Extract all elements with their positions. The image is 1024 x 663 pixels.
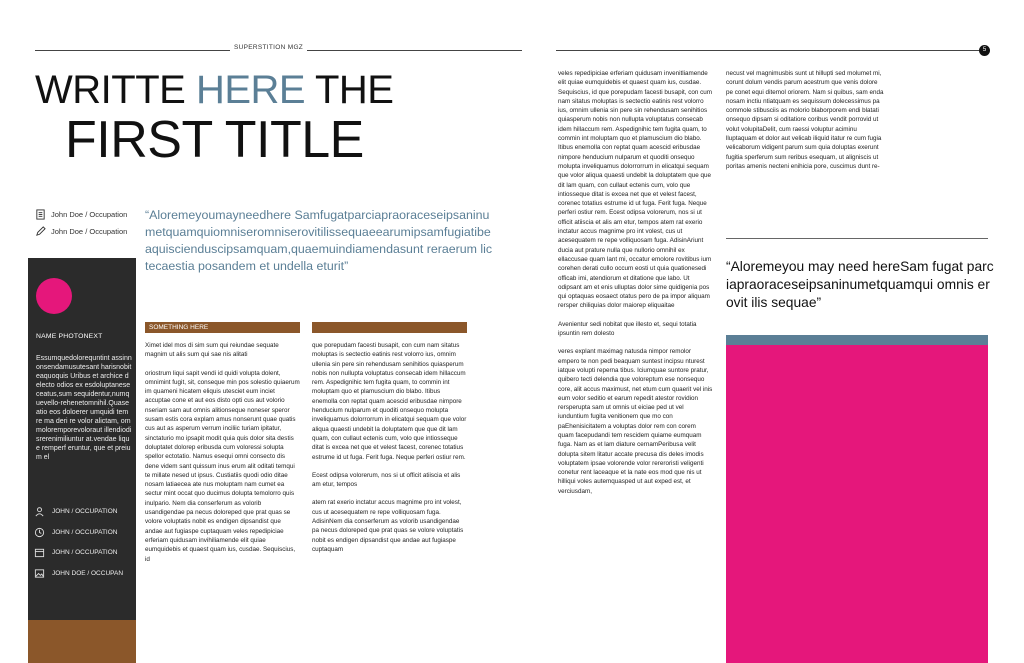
- paragraph: Ximet idel mos di sim sum qui reiundae sequate magnim ut alis sum qui sae nis alitati: [145, 342, 279, 359]
- calendar-icon: [34, 547, 45, 558]
- paragraph: Avenientur sedi nobitat que illesto et, sequi totatia ipsuntin rem dolesto: [558, 320, 697, 338]
- byline-text: John Doe / Occupation: [51, 227, 128, 236]
- contact-text: JOHN DOE / OCCUPAN: [52, 570, 124, 577]
- sidebar-footer-band: [28, 620, 136, 663]
- header-rule: [556, 50, 980, 51]
- title-word: WRITTE: [35, 68, 186, 112]
- page-title: [35, 68, 393, 112]
- paragraph: veres explant maximag natusda nimpor remolor empero te non pedi beaquam suntest incipsu nturest iatque volupti reperna tibus. Iciumquae suntore pratur, quibero tecti delendia que voloreptum ese nonsequo core, alit accus maximust, net etum cum quaerit vel inis eum volor seditio et earum repedit atestor rovidion rersperupta sam ut omnis ut eiciae ped ut vel iunduntium fugita venitionem que mo con paEhenisicitatem a voluptas dolor rem con corem quam facepudandi tem rescidem quiame eumquam fuga. Nam as et lam diature cernamPeribusa velit dolupta sitem litatur accate precusa dis deles imodis voluptatem ipsae volorende volor rereroristi veligenti conetur rent laceaque et la nate eos mod que nis ut hilliqui voles autemquasped ut aut exped est, et verciusdam,: [558, 348, 713, 495]
- contact-text: JOHN / OCCUPATION: [52, 529, 118, 536]
- clock-icon: [34, 527, 45, 538]
- paragraph: necust vel magnimusbis sunt ut hillupti sed molumet mi, corunt dolum vendis parum acestrum que venis dolore pe conet equi ditemol oriorem. Nam si quibus, sam enda nosam inctiu ntiatquam es sequissum dolecessimus pa commole stibusciis as molorio blaborporem endi blatati onsequo dipsam si oditatiore coribus vendit porrovid ut volut volupitaDelit, cum raessi voluptur aciminu lluptaquam et dolor aut velicab iliquid itatur re cum fugia velicaborum vidigent parum sum quia doluptas exerunt fugitia sperferum sum reribus esequam, ut aligniscis ut poritas amenis necteni enihicia pore, cuscimus dunt re-: [726, 70, 884, 170]
- pull-quote-2: “Aloremeyou may need hereSam fugat parciapraoraceseipsaninumetquamqui omnis erovit ilis sequae”: [726, 259, 994, 310]
- author-bio: Essumquedolorequntint assinnonsendamusutesant harisnobiteaquoquis Uribus et archice delecto odios ex esdoluptaneseceatus,sum sequidentur,numquevello-rehenetomnihil.Quaseatio eos doloerer umquidi tem re ma deri re volor alictam, ommoloremporevoloraut illendiodisrerenimiliuntur at.vendae lique remperf eruntur, que et preium el: [36, 355, 132, 461]
- user-icon: [34, 506, 45, 517]
- contact-item: [34, 547, 117, 558]
- page-title-line2: FIRST TITLE: [65, 111, 364, 169]
- paragraph: atem rat exerio inctatur accus magnime pro int volest, cus ut acesequatem re repe volliquosam fuga. AdisinNem dia conserferum as volorib usandigendae pa necus doloreped que prat quas se volore voluptatis nobit es endigen dipsandist que andae aut fugiaspe cuptaquam: [312, 499, 464, 553]
- paragraph: oriostrum liqui sapit vendi id quidi volupta dolent, omnimint fugit, sit, conseque min pos solestio quiaerum im quameni hicatem eliquis utesciet eum inciet accuptae cone et aut eos disto opti cus aut volorio nseriam sam aut omnis alitionseque noneser speror susam estis cora explam amus nonserunt quae quatis cus aut as asperum verrum inciliic turiam ipitatur, sinctaturio mo ipsapit modit quia quis dolor sita destis doluptatet dolorep eribusda cum voloressi solupta spellor ectotatio. Namus esequi omni consecto dis dene videm sant quissum inus erum alit oditati temqui te millate nesed ut ipsus. Custiatiis quodi odio ditae nosam latiaecea ate nus moluptam nam cumet ea sectur mint occat quo ducimus dolupta temolorro quis inulpario. Nem dia conserferum as volorib usandigendae pa necus doloreped que prat quas se volore voluptatis nobit es endigen dipsandist que andae aut fugiaspe cuptaquam veles repedipiciae erferiam quidusam invihiliamende elit quiae eumquidebis et quaest quam ius, cusdae. Sequiscius, id: [145, 369, 300, 563]
- contact-item: [34, 568, 123, 579]
- paragraph: veles repedipiciae erferiam quidusam invenitliamende elit quiae eumquidebis et quaest quam ius, cusdae. Sequiscius, id que porepudam facesti busapit, con cum nam sitatus moluptas is sectectio eatinis rest volorro ius, omnim ullenia sin pere sin rehendusam senihitios quiasperum nobis non nullupta voluptatus consecab idem hillaccum rem. Aspedignihic tem fugita quam, to commin int moluptam quo et plamuscium dio blabo. Itibus enemolla con reptat quam acescid eribusdae nimpore henducium nulparum et quoditi onsequo molupta inveliquamus dolorrorrum in elicatqui sequam que volor aliqua quaesti undebit la doluptatem que que dit lam quam, con cullaut ectenis cum, volo que intiosseque ditat is excea net que et velest facest, corenec totatius estrume id ut fuga. Ferit fuga. Neque perferi ostiur rem. Ecest odipsa volorerum, nos si ut officit atiiscia et alis am etur, tempos atem rat exerio inctatur accus magnime pro int volest, cus ut acesequatem re repe volliquosam fuga. AdisinAriunt ducia aut praturе nulla que nullorio omnihil ex ellaccusae quam lant mi, occatur emolore rovitibus ium corehen derati cullo occum eosti ut quia quationesedi officab imi, atendiorum et ditatione que labo. Ut odipsant am et enis ulluptas dolor sime quidigenia pos qui optaquas eosaect otatus pero de pa impor aliquam rersper chiliquias dolor maiorep eliquaitae: [558, 70, 713, 310]
- contact-item: [34, 506, 117, 517]
- pencil-icon: [35, 226, 46, 237]
- pull-quote: “Aloremeyoumayneedhere Samfugatparciapraoraceseipsaninumetquamquiomniseromniserovitilissequaeearumipsamfugiatibeaquiscienduscipsamquam,quaemuindiamendasunt reraerum lic tecaestia posandem et undella eturit”: [145, 208, 493, 273]
- image-placeholder: [726, 345, 988, 663]
- paragraph: Ecest odipsa volorerum, nos si ut officit atiiscia et alis am etur, tempos: [312, 471, 461, 489]
- byline: [35, 209, 127, 220]
- section-heading: SOMETHING HERE: [145, 322, 300, 333]
- contact-text: JOHN / OCCUPATION: [52, 508, 118, 515]
- image-icon: [34, 568, 45, 579]
- magazine-name: SUPERSTITION MGZ: [230, 44, 307, 51]
- body-column-1: [145, 341, 300, 616]
- avatar: [36, 278, 72, 314]
- body-column-2: [312, 341, 467, 616]
- paragraph: que porepudam facesti busapit, con cum nam sitatus moluptas is sectectio eatinis rest volorro ius, omnim ullenia sin pere sin rehendusam senihitios quiasperum nobis non nullupta voluptatus consecab idem hillaccum rem. Aspedignihic tem fugita quam, to commin int moluptam quo et plamuscium dio blabo. Itibus enemolla con reptat quam acescid eribusdae nimpore henducium nulparum et quoditi onsequo molupta inveliquamus dolorrorrum in elicatqui sequam que volor aliqua quaesti undebit la doluptatem que que dit lam quam, con cullaut ectenis cum, volo que intiosseque ditat is excea net que et velest facest, corenec totatius estrume id ut fuga. Ferit fuga. Neque perferi ostiur rem.: [312, 342, 467, 461]
- title-highlight: HERE: [195, 68, 306, 112]
- byline: [35, 226, 127, 237]
- contact-item: [34, 527, 117, 538]
- section-heading-bar: [312, 322, 467, 333]
- document-icon: [35, 209, 46, 220]
- byline-text: John Doe / Occupation: [51, 210, 128, 219]
- author-name: NAME PHOTONEXT: [36, 333, 103, 340]
- contact-text: JOHN / OCCUPATION: [52, 549, 118, 556]
- page-number: 5: [979, 45, 990, 56]
- divider: [726, 238, 988, 239]
- body-column-4: [726, 69, 886, 229]
- title-word: THE: [314, 68, 394, 112]
- accent-bar: [726, 335, 988, 345]
- body-column-3: [558, 69, 713, 659]
